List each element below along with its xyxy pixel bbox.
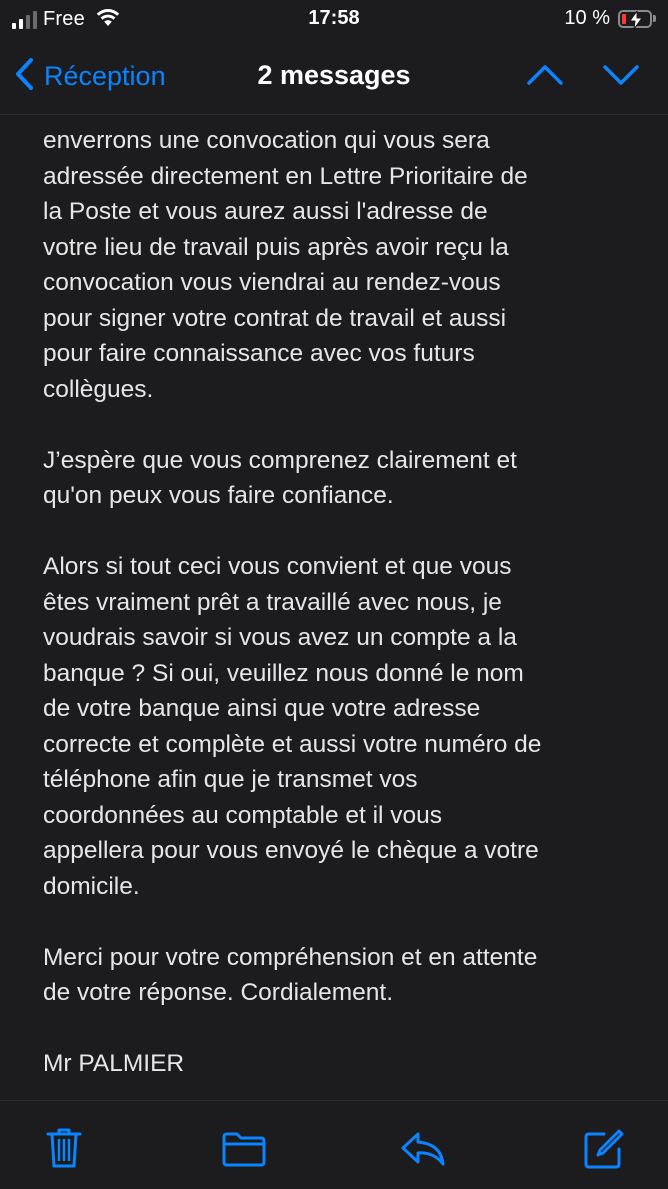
battery-percentage: 10 %	[564, 7, 610, 29]
compose-icon	[584, 1129, 624, 1169]
message-line: coordonnées au comptable et il vous	[43, 801, 443, 829]
move-to-folder-button[interactable]	[222, 1131, 266, 1172]
message-line: collègues.	[43, 375, 154, 403]
chevron-down-icon	[602, 64, 640, 86]
paragraph-gap	[43, 1011, 643, 1047]
previous-message-button[interactable]	[526, 64, 564, 91]
back-button[interactable]	[14, 57, 166, 96]
message-body-scroll[interactable]	[0, 115, 668, 1100]
reply-icon	[400, 1131, 446, 1167]
status-time: 17:58	[308, 7, 360, 29]
message-line: pour signer votre contrat de travail et aussi	[43, 304, 507, 332]
chevron-left-icon	[14, 57, 34, 96]
message-line: pour faire connaissance avec vos futurs	[43, 340, 475, 367]
delete-button[interactable]	[46, 1127, 82, 1174]
message-body	[43, 123, 643, 1082]
message-line: la Poste et vous aurez aussi l'adresse de	[43, 198, 488, 225]
compose-button[interactable]	[584, 1129, 624, 1174]
message-line: voudrais savoir si vous avez un compte a la	[43, 624, 517, 651]
message-line: qu'on peux vous faire confiance.	[43, 482, 394, 509]
message-line: êtes vraiment prêt a travaillé avec nous, je	[43, 588, 502, 616]
message-line: Merci pour votre compréhension et en attente	[43, 943, 538, 971]
message-line: banque ? Si oui, veuillez nous donné le nom	[43, 659, 524, 687]
status-bar	[0, 0, 668, 40]
carrier-name: Free	[43, 8, 85, 30]
paragraph-gap	[43, 904, 643, 940]
message-line: votre lieu de travail puis après avoir reçu la	[43, 233, 509, 261]
message-line: de votre banque ainsi que votre adresse	[43, 695, 481, 722]
next-message-button[interactable]	[602, 64, 640, 91]
message-navigation	[526, 64, 640, 91]
message-line: enverrons une convocation qui vous sera	[43, 127, 490, 154]
battery-icon	[618, 10, 652, 28]
bottom-toolbar	[0, 1100, 668, 1189]
chevron-up-icon	[526, 64, 564, 86]
paragraph-gap	[43, 514, 643, 550]
navigation-bar	[0, 40, 668, 115]
message-line: domicile.	[43, 872, 140, 900]
message-line: J’espère que vous comprenez clairement et	[43, 446, 517, 474]
status-right	[564, 7, 656, 30]
reply-button[interactable]	[400, 1131, 446, 1172]
paragraph-gap	[43, 407, 643, 443]
message-line: Alors si tout ceci vous convient et que vous	[43, 553, 512, 580]
message-line: adressée directement en Lettre Prioritaire de	[43, 162, 528, 190]
message-line: correcte et complète et aussi votre numéro de	[43, 730, 542, 758]
message-line: convocation vous viendrai au rendez-vous	[43, 269, 501, 296]
message-line: téléphone afin que je transmet vos	[43, 766, 418, 793]
trash-icon	[46, 1127, 82, 1169]
page-title: 2 messages	[257, 60, 411, 90]
message-line: Mr PALMIER	[43, 1050, 185, 1077]
message-line: de votre réponse. Cordialement.	[43, 979, 393, 1006]
back-button-label: Réception	[44, 61, 166, 91]
message-line: appellera pour vous envoyé le chèque a votre	[43, 837, 539, 864]
folder-icon	[222, 1131, 266, 1167]
